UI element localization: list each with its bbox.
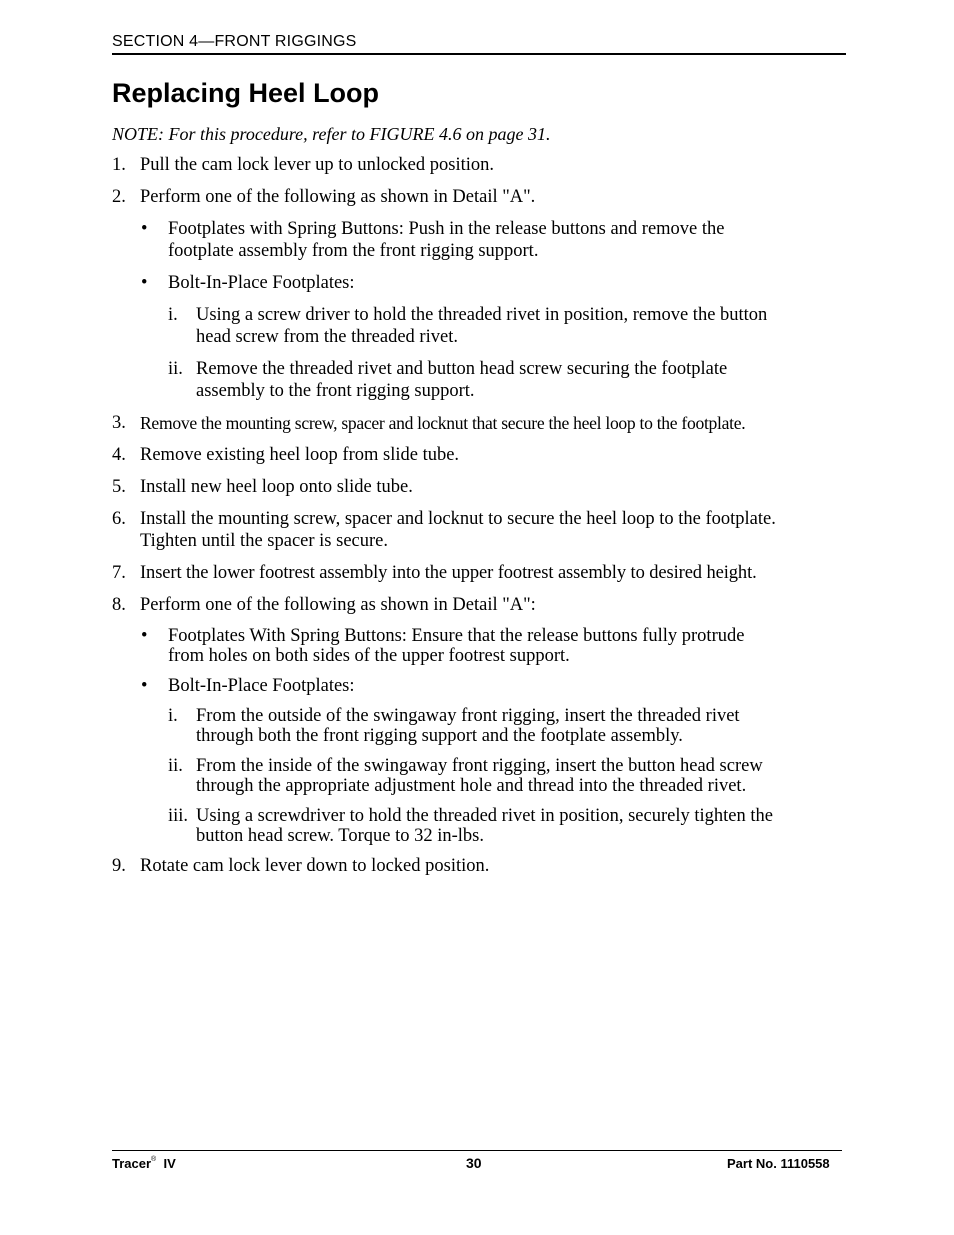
step-6-line-1: Install the mounting screw, spacer and locknut to secure the heel loop to the footplate. <box>140 509 776 529</box>
step-8-bullet-2: Bolt-In-Place Footplates: <box>168 676 355 696</box>
step-2-text: Perform one of the following as shown in Detail "A". <box>140 187 536 207</box>
step-1-number: 1. <box>112 155 126 175</box>
footer-product <box>112 1156 176 1171</box>
step-1-text: Pull the cam lock lever up to unlocked position. <box>140 155 495 175</box>
step-2-bullet-1-line-2: footplate assembly from the front rigging support. <box>168 241 539 261</box>
step-8-sub-ii-line-2: through the appropriate adjustment hole and thread into the threaded rivet. <box>196 776 747 796</box>
step-8-bullet-1-line-1: Footplates With Spring Buttons: Ensure that the release buttons fully protrude <box>168 626 745 646</box>
procedure-note: NOTE: For this procedure, refer to FIGURE 4.6 on page 31. <box>112 124 551 144</box>
step-5-text: Install new heel loop onto slide tube. <box>140 477 413 497</box>
product-name: Tracer <box>112 1156 152 1171</box>
step-6-number: 6. <box>112 509 126 529</box>
step-5-number: 5. <box>112 477 126 497</box>
step-8-sub-iii-line-2: button head screw. Torque to 32 in-lbs. <box>196 826 484 846</box>
step-6-line-2: Tighten until the spacer is secure. <box>140 531 388 551</box>
product-model: IV <box>163 1156 176 1171</box>
step-9-text: Rotate cam lock lever down to locked position. <box>140 856 490 876</box>
footer-rule <box>112 1150 842 1151</box>
bullet-icon: • <box>141 219 148 239</box>
page-number: 30 <box>466 1155 482 1171</box>
step-2-sub-ii-number: ii. <box>168 359 183 379</box>
part-number: Part No. 1110558 <box>727 1156 830 1171</box>
registered-mark: ® <box>151 1156 157 1163</box>
bullet-icon: • <box>141 273 148 293</box>
step-3-text: Remove the mounting screw, spacer and locknut that secure the heel loop to the footplate. <box>140 413 746 433</box>
step-2-bullet-1-line-1: Footplates with Spring Buttons: Push in the release buttons and remove the <box>168 219 725 239</box>
step-8-sub-ii-number: ii. <box>168 756 183 776</box>
section-header: SECTION 4—FRONT RIGGINGS <box>112 33 846 55</box>
step-7-text: Insert the lower footrest assembly into the upper footrest assembly to desired height. <box>140 563 757 583</box>
step-8-text: Perform one of the following as shown in Detail "A": <box>140 595 536 615</box>
step-8-sub-i-line-2: through both the front rigging support and the footplate assembly. <box>196 726 683 746</box>
step-9-number: 9. <box>112 856 126 876</box>
step-2-sub-i-number: i. <box>168 305 178 325</box>
bullet-icon: • <box>141 626 148 646</box>
step-7-number: 7. <box>112 563 126 583</box>
step-4-text: Remove existing heel loop from slide tube. <box>140 445 460 465</box>
step-2-sub-i-line-1: Using a screw driver to hold the threaded rivet in position, remove the button <box>196 305 768 325</box>
step-8-sub-iii-number: iii. <box>168 806 189 826</box>
step-8-bullet-1-line-2: from holes on both sides of the upper footrest support. <box>168 646 570 666</box>
step-8-sub-iii-line-1: Using a screwdriver to hold the threaded rivet in position, securely tighten the <box>196 806 773 826</box>
step-8-sub-i-number: i. <box>168 706 178 726</box>
step-4-number: 4. <box>112 445 126 465</box>
step-2-sub-ii-line-1: Remove the threaded rivet and button head screw securing the footplate <box>196 359 728 379</box>
step-2-sub-ii-line-2: assembly to the front rigging support. <box>196 381 475 401</box>
step-8-sub-i-line-1: From the outside of the swingaway front rigging, insert the threaded rivet <box>196 706 740 726</box>
step-3-number: 3. <box>112 413 126 433</box>
step-8-sub-ii-line-1: From the inside of the swingaway front rigging, insert the button head screw <box>196 756 763 776</box>
step-8-number: 8. <box>112 595 126 615</box>
step-2-number: 2. <box>112 187 126 207</box>
bullet-icon: • <box>141 676 148 696</box>
step-2-sub-i-line-2: head screw from the threaded rivet. <box>196 327 458 347</box>
step-2-bullet-2: Bolt-In-Place Footplates: <box>168 273 355 293</box>
page-title: Replacing Heel Loop <box>112 78 380 108</box>
